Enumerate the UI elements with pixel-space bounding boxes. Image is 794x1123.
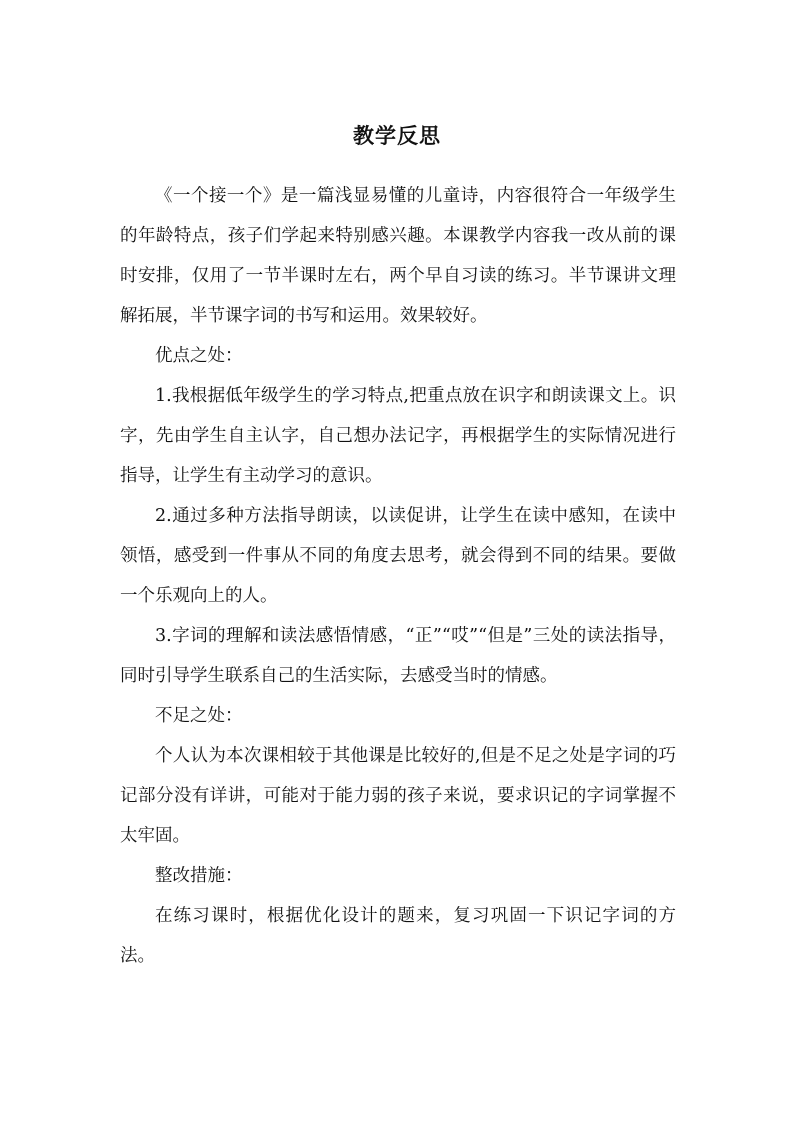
- document-body: [120, 176, 676, 976]
- weakness-heading: 不足之处：: [155, 706, 243, 726]
- document-title: 教学反思: [353, 123, 441, 148]
- weakness-paragraph: 个人认为本次课相较于其他课是比较好的,但是不足之处是字词的巧记部分没有详讲，可能对于能力弱的孩子来说，要求识记的字词掌握不太牢固。: [120, 746, 676, 846]
- measures-paragraph: 在练习课时，根据优化设计的题来，复习巩固一下识记字词的方法。: [120, 906, 676, 966]
- strength-item-1: 1.我根据低年级学生的学习特点,把重点放在识字和朗读课文上。识字，先由学生自主认字，自己想办法记字，再根据学生的实际情况进行指导，让学生有主动学习的意识。: [120, 386, 676, 486]
- strength-item-2: 2.通过多种方法指导朗读，以读促讲，让学生在读中感知，在读中领悟，感受到一件事从不同的角度去思考，就会得到不同的结果。要做一个乐观向上的人。: [120, 506, 676, 606]
- strength-item-3: 3.字词的理解和读法感悟情感，“正”“哎”“但是”三处的读法指导，同时引导学生联系自己的生活实际，去感受当时的情感。: [120, 626, 676, 686]
- measures-heading: 整改措施：: [155, 866, 243, 886]
- intro-paragraph: 《一个接一个》是一篇浅显易懂的儿童诗，内容很符合一年级学生的年龄特点，孩子们学起来特别感兴趣。本课教学内容我一改从前的课时安排，仅用了一节半课时左右，两个早自习读的练习。半节课讲文理解拓展，半节课字词的书写和运用。效果较好。: [120, 186, 676, 326]
- strengths-heading: 优点之处：: [155, 346, 243, 366]
